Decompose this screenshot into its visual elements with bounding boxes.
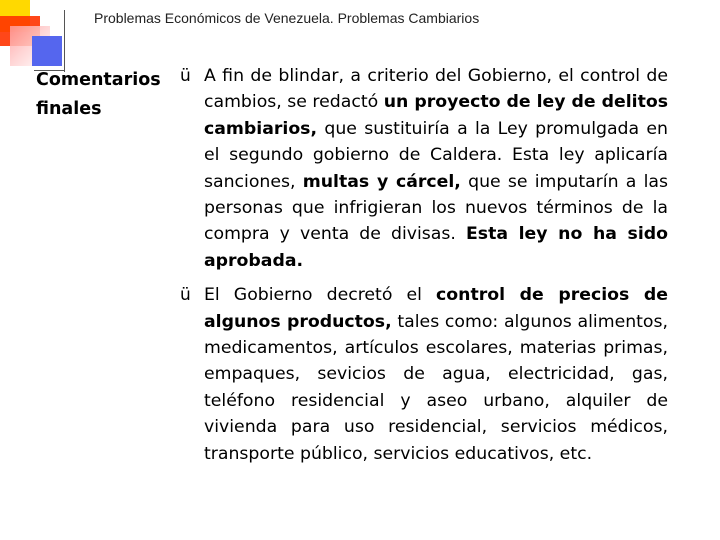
section-label-line2: finales	[36, 99, 102, 119]
decor-blue-square	[32, 36, 62, 66]
decor-vertical-line	[64, 10, 65, 72]
bullet-1-bold-1: un proyecto de ley de delitos cambiarios,	[204, 92, 668, 139]
page-header-title: Problemas Económicos de Venezuela. Problemas Cambiarios	[94, 10, 480, 26]
bullet-1-text-2: que sustituiría a la Ley promulgada en el segundo gobierno de Caldera. Esta ley aplicaría sanciones,	[204, 118, 668, 192]
bullet-list	[180, 63, 668, 467]
checkmark-icon: ü	[180, 285, 191, 306]
bullet-2-text-1: El Gobierno decretó el	[204, 285, 437, 306]
bullet-1-text-1: A fin de blindar, a criterio del Gobierno, el control de cambios, se redactó	[204, 66, 668, 113]
bullet-2-bold-1: control de precios de algunos productos,	[204, 285, 668, 332]
bullet-1-bold-2: multas y cárcel,	[302, 171, 461, 192]
section-label-line1: Comentarios	[36, 70, 161, 90]
section-label	[36, 66, 161, 124]
checkmark-icon: ü	[180, 66, 191, 86]
bullet-2-text-2: tales como: algunos alimentos, medicamentos, artículos escolares, materias primas, empaques, sevicios de agua, electricidad, gas, teléfono residencial y aseo urbano, alquiler de vivienda para uso residencial, servicios médicos, transporte público, servicios educativos, etc.	[204, 311, 668, 464]
bullet-1-text-3: que se imputarín a las personas que infrigieran los nuevos términos de la compra y venta de divisas.	[204, 171, 668, 245]
bullet-item-2	[180, 282, 668, 467]
bullet-item-1	[180, 63, 668, 274]
bullet-1-bold-3: Esta ley no ha sido aprobada.	[204, 224, 668, 271]
